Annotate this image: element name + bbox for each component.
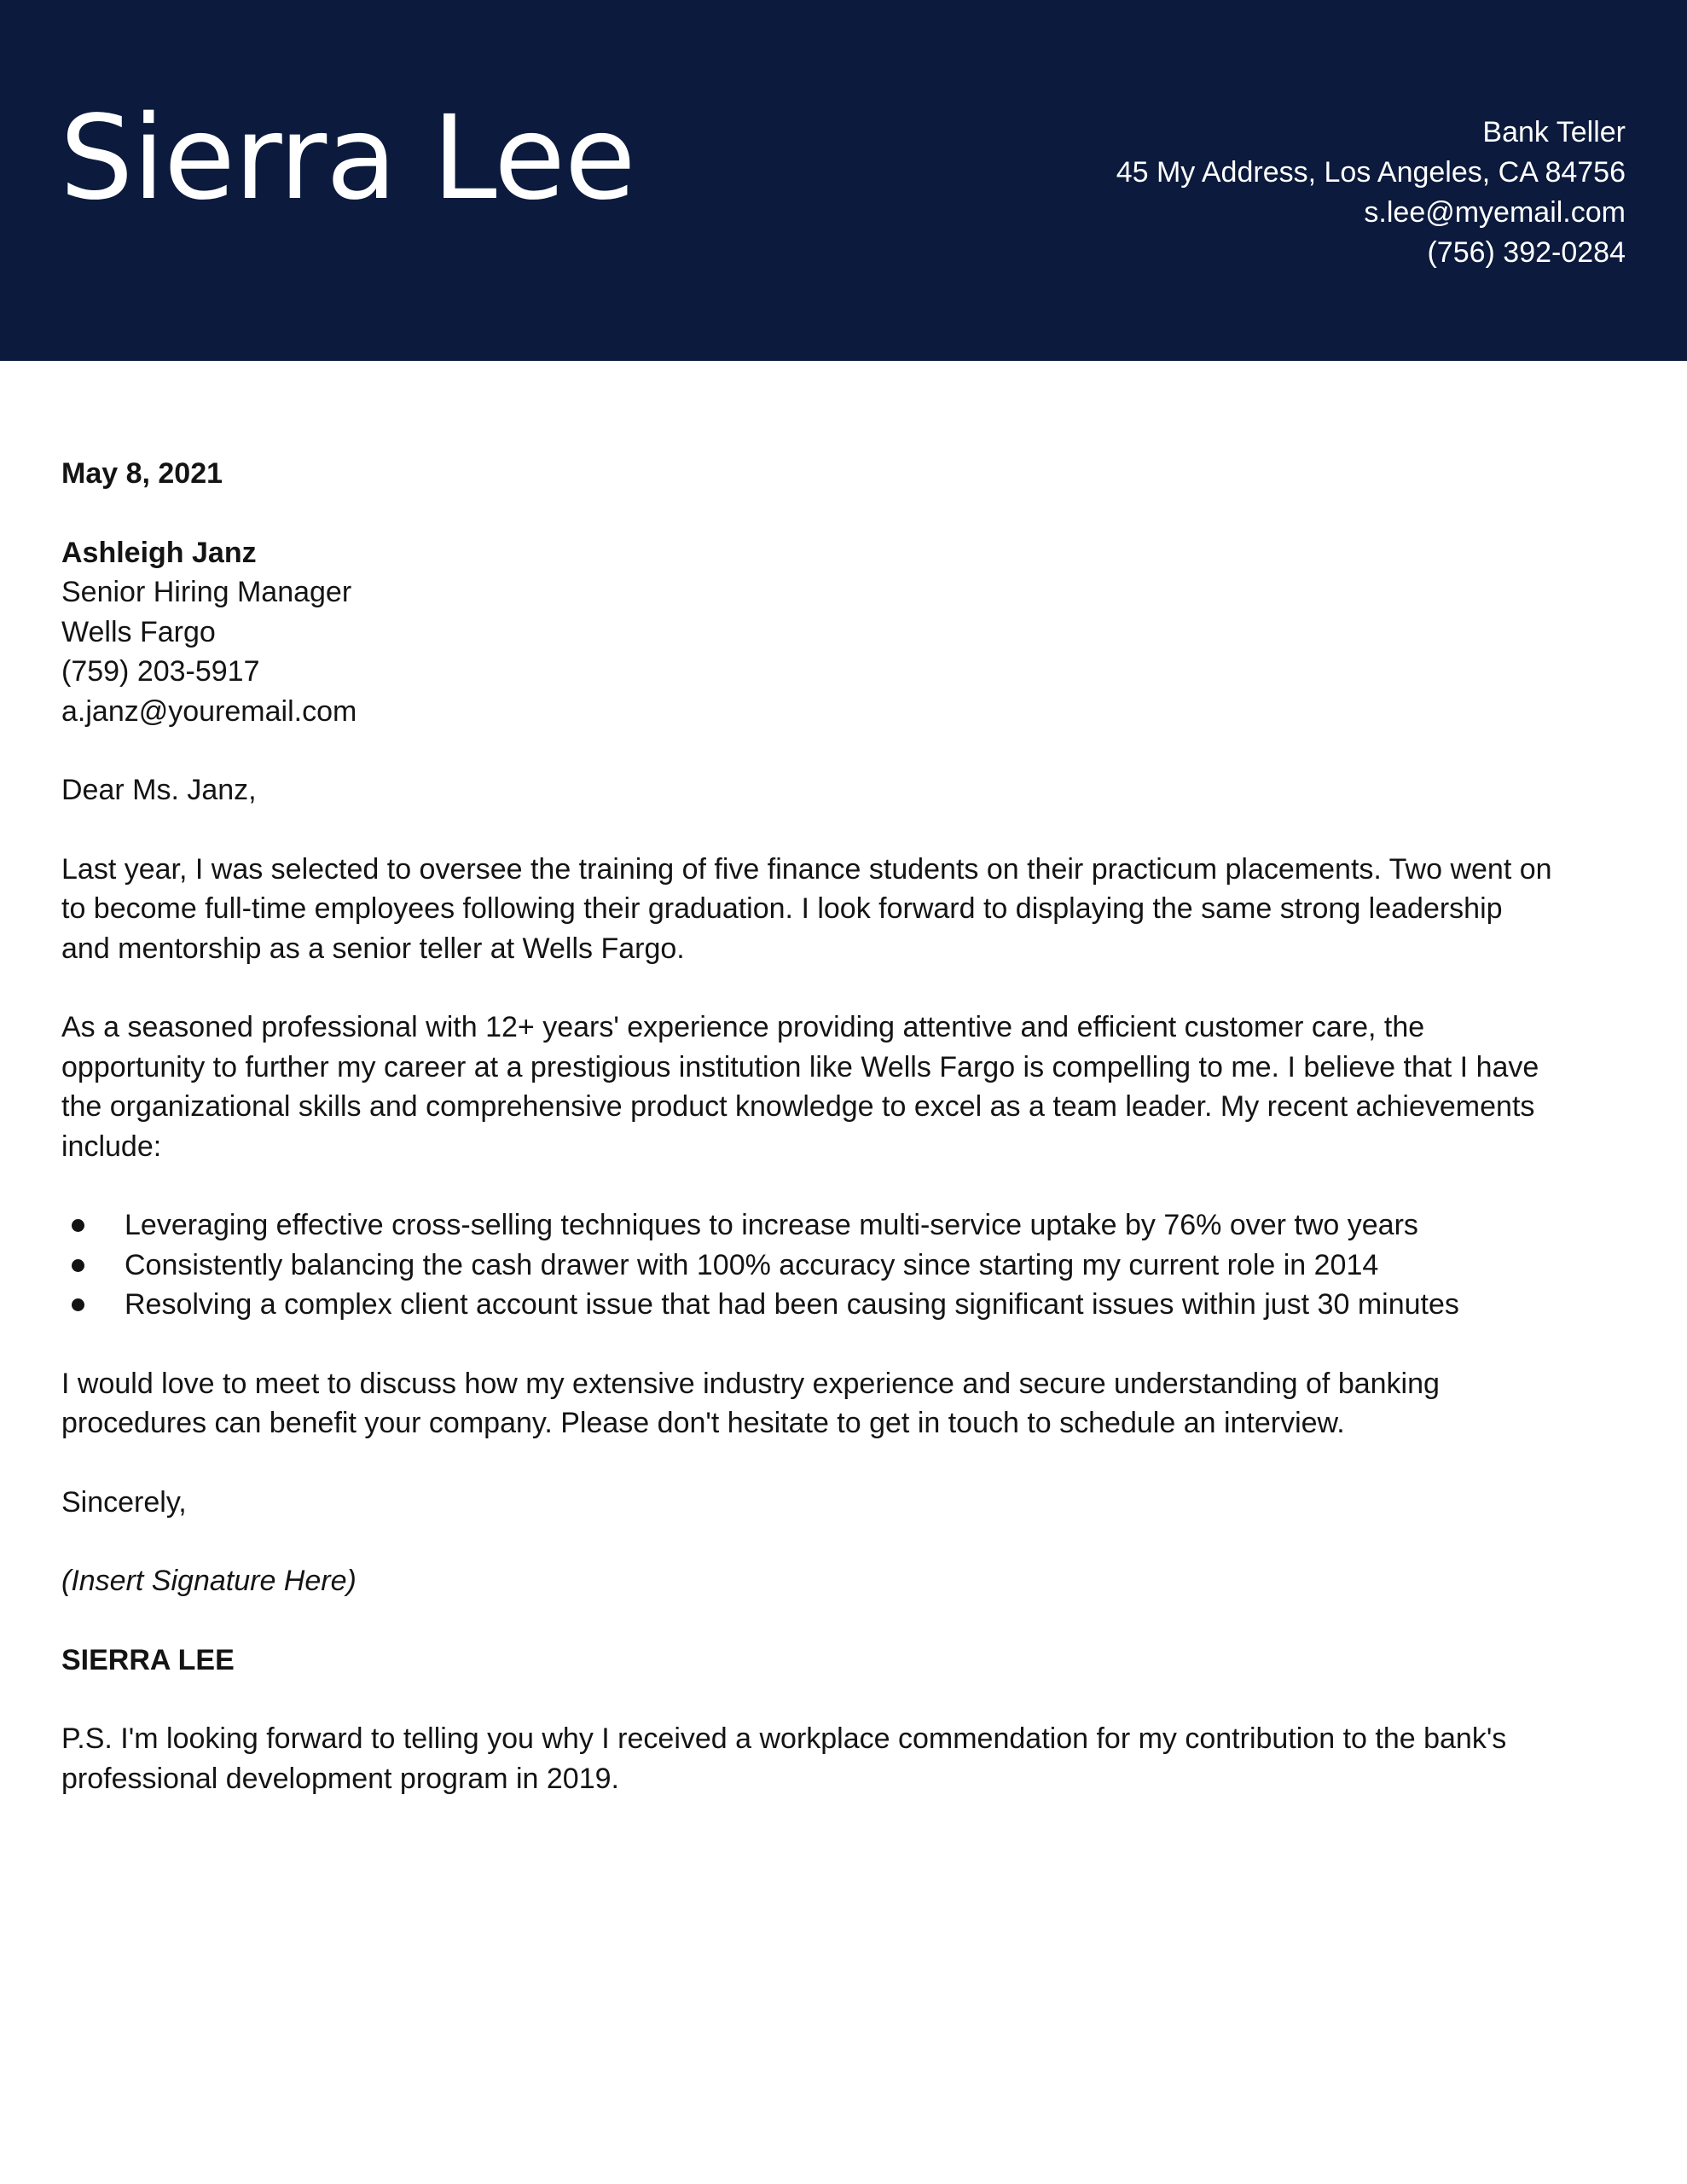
list-item: [61, 1246, 1631, 1286]
applicant-email: s.lee@myemail.com: [1364, 196, 1626, 229]
applicant-job-title: Bank Teller: [1482, 116, 1626, 148]
paragraph-experience: As a seasoned professional with 12+ years' experience providing attentive and efficient customer care, the opportunity to further my career at a prestigious institution like Wells Fargo is compelling to me. I believe that I have the organizational skills and comprehensive product knowledge to excel as a team leader. My recent achievements include:: [61, 1011, 1539, 1163]
paragraph-closing: I would love to meet to discuss how my extensive industry experience and secure understanding of banking procedures can benefit your company. Please don't hesitate to get in touch to schedule an interview.: [61, 1367, 1440, 1439]
recipient-name: Ashleigh Janz: [61, 536, 257, 569]
recipient-company: Wells Fargo: [61, 615, 216, 648]
bullet-icon: [72, 1219, 84, 1232]
applicant-phone: (756) 392-0284: [1427, 236, 1626, 269]
list-item: [61, 1205, 1631, 1246]
recipient-title: Senior Hiring Manager: [61, 576, 352, 608]
recipient-block: [61, 533, 1631, 732]
postscript: P.S. I'm looking forward to telling you why I received a workplace commendation for my contribution to the bank's professional development program in 2019.: [61, 1722, 1507, 1795]
header-banner: [0, 0, 1687, 361]
signer-name: SIERRA LEE: [61, 1643, 235, 1676]
achievements-list: [61, 1205, 1631, 1325]
achievement-text: Resolving a complex client account issue that had been causing significant issues within just 30 minutes: [125, 1288, 1459, 1321]
applicant-name: Sierra Lee: [60, 91, 635, 226]
letter-body: [61, 454, 1631, 1838]
bullet-icon: [72, 1259, 84, 1272]
signature-placeholder: (Insert Signature Here): [61, 1565, 357, 1597]
bullet-icon: [72, 1298, 84, 1311]
paragraph-intro: Last year, I was selected to oversee the training of five finance students on their practicum placements. Two went on to become full-time employees following their graduation. I look forward to displaying the same strong leadership and mentorship as a senior teller at Wells Fargo.: [61, 852, 1552, 965]
applicant-address: 45 My Address, Los Angeles, CA 84756: [1116, 156, 1626, 189]
closing: Sincerely,: [61, 1485, 187, 1519]
list-item: [61, 1285, 1631, 1325]
applicant-contact-block: [1116, 113, 1626, 273]
recipient-phone: (759) 203-5917: [61, 655, 260, 688]
achievement-text: Leveraging effective cross-selling techniques to increase multi-service uptake by 76% over two years: [125, 1209, 1418, 1241]
recipient-email: a.janz@youremail.com: [61, 694, 357, 728]
letter-date: May 8, 2021: [61, 457, 223, 490]
salutation: Dear Ms. Janz,: [61, 774, 257, 806]
achievement-text: Consistently balancing the cash drawer with 100% accuracy since starting my current role in 2014: [125, 1248, 1379, 1281]
